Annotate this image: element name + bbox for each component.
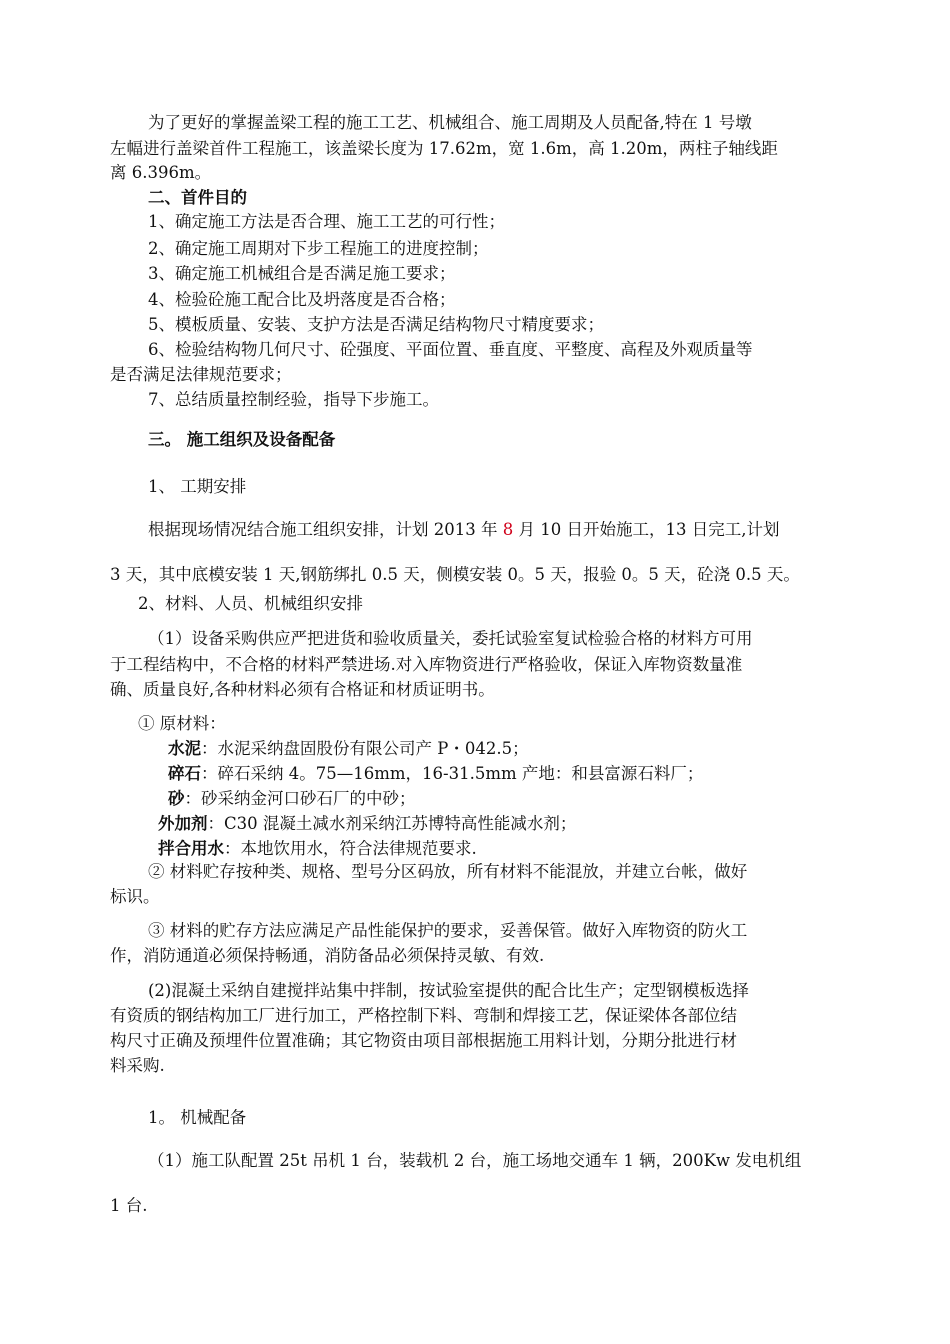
goal-item-3: 3、确定施工机械组合是否满足施工要求； [148, 264, 456, 283]
material-cement [168, 738, 529, 760]
material-label: 砂 [168, 789, 185, 808]
material-text: ：碎石采纳 4。75—16mm，16-31.5mm 产地：和县富源石料厂； [201, 764, 704, 783]
goal-item-6-cont: 是否满足法律规范要求； [110, 365, 292, 384]
subsection-materials: 2、材料、人员、机械组织安排 [138, 594, 363, 613]
material-label: 水泥 [168, 739, 201, 758]
supply-para-line-3: 确、质量良好,各种材料必须有合格证和材质证明书。 [110, 680, 495, 699]
section-3-title: 三。 施工组织及设备配备 [148, 430, 336, 449]
goal-item-2: 2、确定施工周期对下步工程施工的进度控制； [148, 239, 489, 258]
concrete-para-line-1: (2)混凝土采纳自建搅拌站集中拌制，按试验室提供的配合比生产；定型钢模板选择 [148, 981, 749, 1000]
schedule-month: 8 [502, 520, 514, 539]
subsection-schedule: 1、 工期安排 [148, 477, 247, 496]
material-text: ：本地饮用水，符合法律规范要求. [224, 839, 477, 858]
machinery-line-2: 1 台. [110, 1196, 148, 1215]
material-text: ：砂采纳金河口砂石厂的中砂； [184, 789, 416, 808]
subsection-machinery: 1。 机械配备 [148, 1108, 247, 1127]
concrete-para-line-2: 有资质的钢结构加工厂进行加工，严格控制下料、弯制和焊接工艺，保证梁体各部位结 [110, 1006, 737, 1025]
goal-item-5: 5、模板质量、安装、支护方法是否满足结构物尺寸精度要求； [148, 315, 604, 334]
raw-materials-title: ① 原材料： [138, 714, 226, 733]
section-2-title: 二、首件目的 [148, 188, 247, 207]
intro-line-1: 为了更好的掌握盖梁工程的施工工艺、机械组合、施工周期及人员配备,特在 1 号墩 [148, 113, 752, 132]
material-water [158, 838, 477, 860]
material-gravel [168, 763, 703, 785]
intro-line-3: 离 6.396m。 [110, 163, 212, 182]
schedule-text-b: 月 10 日开始施工，13 日完工,计划 [518, 520, 780, 539]
concrete-para-line-4: 料采购. [110, 1056, 165, 1075]
supply-para-line-1: （1）设备采购供应严把进货和验收质量关，委托试验室复试检验合格的材料方可用 [148, 629, 753, 648]
goal-item-1: 1、确定施工方法是否合理、施工工艺的可行性； [148, 212, 505, 231]
intro-line-2: 左幅进行盖梁首件工程施工，该盖梁长度为 17.62m，宽 1.6m，高 1.20m，两柱子轴线距 [110, 139, 778, 158]
goal-item-7: 7、总结质量控制经验，指导下步施工。 [148, 390, 439, 409]
schedule-text-a: 根据现场情况结合施工组织安排，计划 2013 年 [148, 520, 498, 539]
storage-method-line-2: 作，消防通道必须保持畅通，消防备品必须保持灵敏、有效. [110, 946, 545, 965]
material-label: 外加剂 [158, 814, 208, 833]
material-text: ：C30 混凝土减水剂采纳江苏博特高性能减水剂； [207, 814, 577, 833]
storage-para-line-2: 标识。 [110, 887, 160, 906]
schedule-line-2: 3 天，其中底模安装 1 天,钢筋绑扎 0.5 天，侧模安装 0。5 天，报验 0。5 天，砼浇 0.5 天。 [110, 565, 800, 584]
storage-para-line-1: ② 材料贮存按种类、规格、型号分区码放，所有材料不能混放，并建立台帐，做好 [148, 862, 748, 881]
material-admixture [158, 813, 576, 835]
material-label: 拌合用水 [158, 839, 224, 858]
storage-method-line-1: ③ 材料的贮存方法应满足产品性能保护的要求，妥善保管。做好入库物资的防火工 [148, 921, 748, 940]
material-sand [168, 788, 416, 810]
concrete-para-line-3: 构尺寸正确及预埋件位置准确；其它物资由项目部根据施工用料计划，分期分批进行材 [110, 1031, 737, 1050]
machinery-line-1: （1）施工队配置 25t 吊机 1 台，装载机 2 台，施工场地交通车 1 辆，200Kw 发电机组 [148, 1151, 802, 1170]
material-label: 碎石 [168, 764, 201, 783]
schedule-line-1 [148, 519, 779, 541]
supply-para-line-2: 于工程结构中，不合格的材料严禁进场.对入库物资进行严格验收，保证入库物资数量准 [110, 655, 743, 674]
goal-item-4: 4、检验砼施工配合比及坍落度是否合格； [148, 290, 456, 309]
goal-item-6: 6、检验结构物几何尺寸、砼强度、平面位置、垂直度、平整度、高程及外观质量等 [148, 340, 753, 359]
material-text: ：水泥采纳盘固股份有限公司产 P・042.5； [201, 739, 529, 758]
